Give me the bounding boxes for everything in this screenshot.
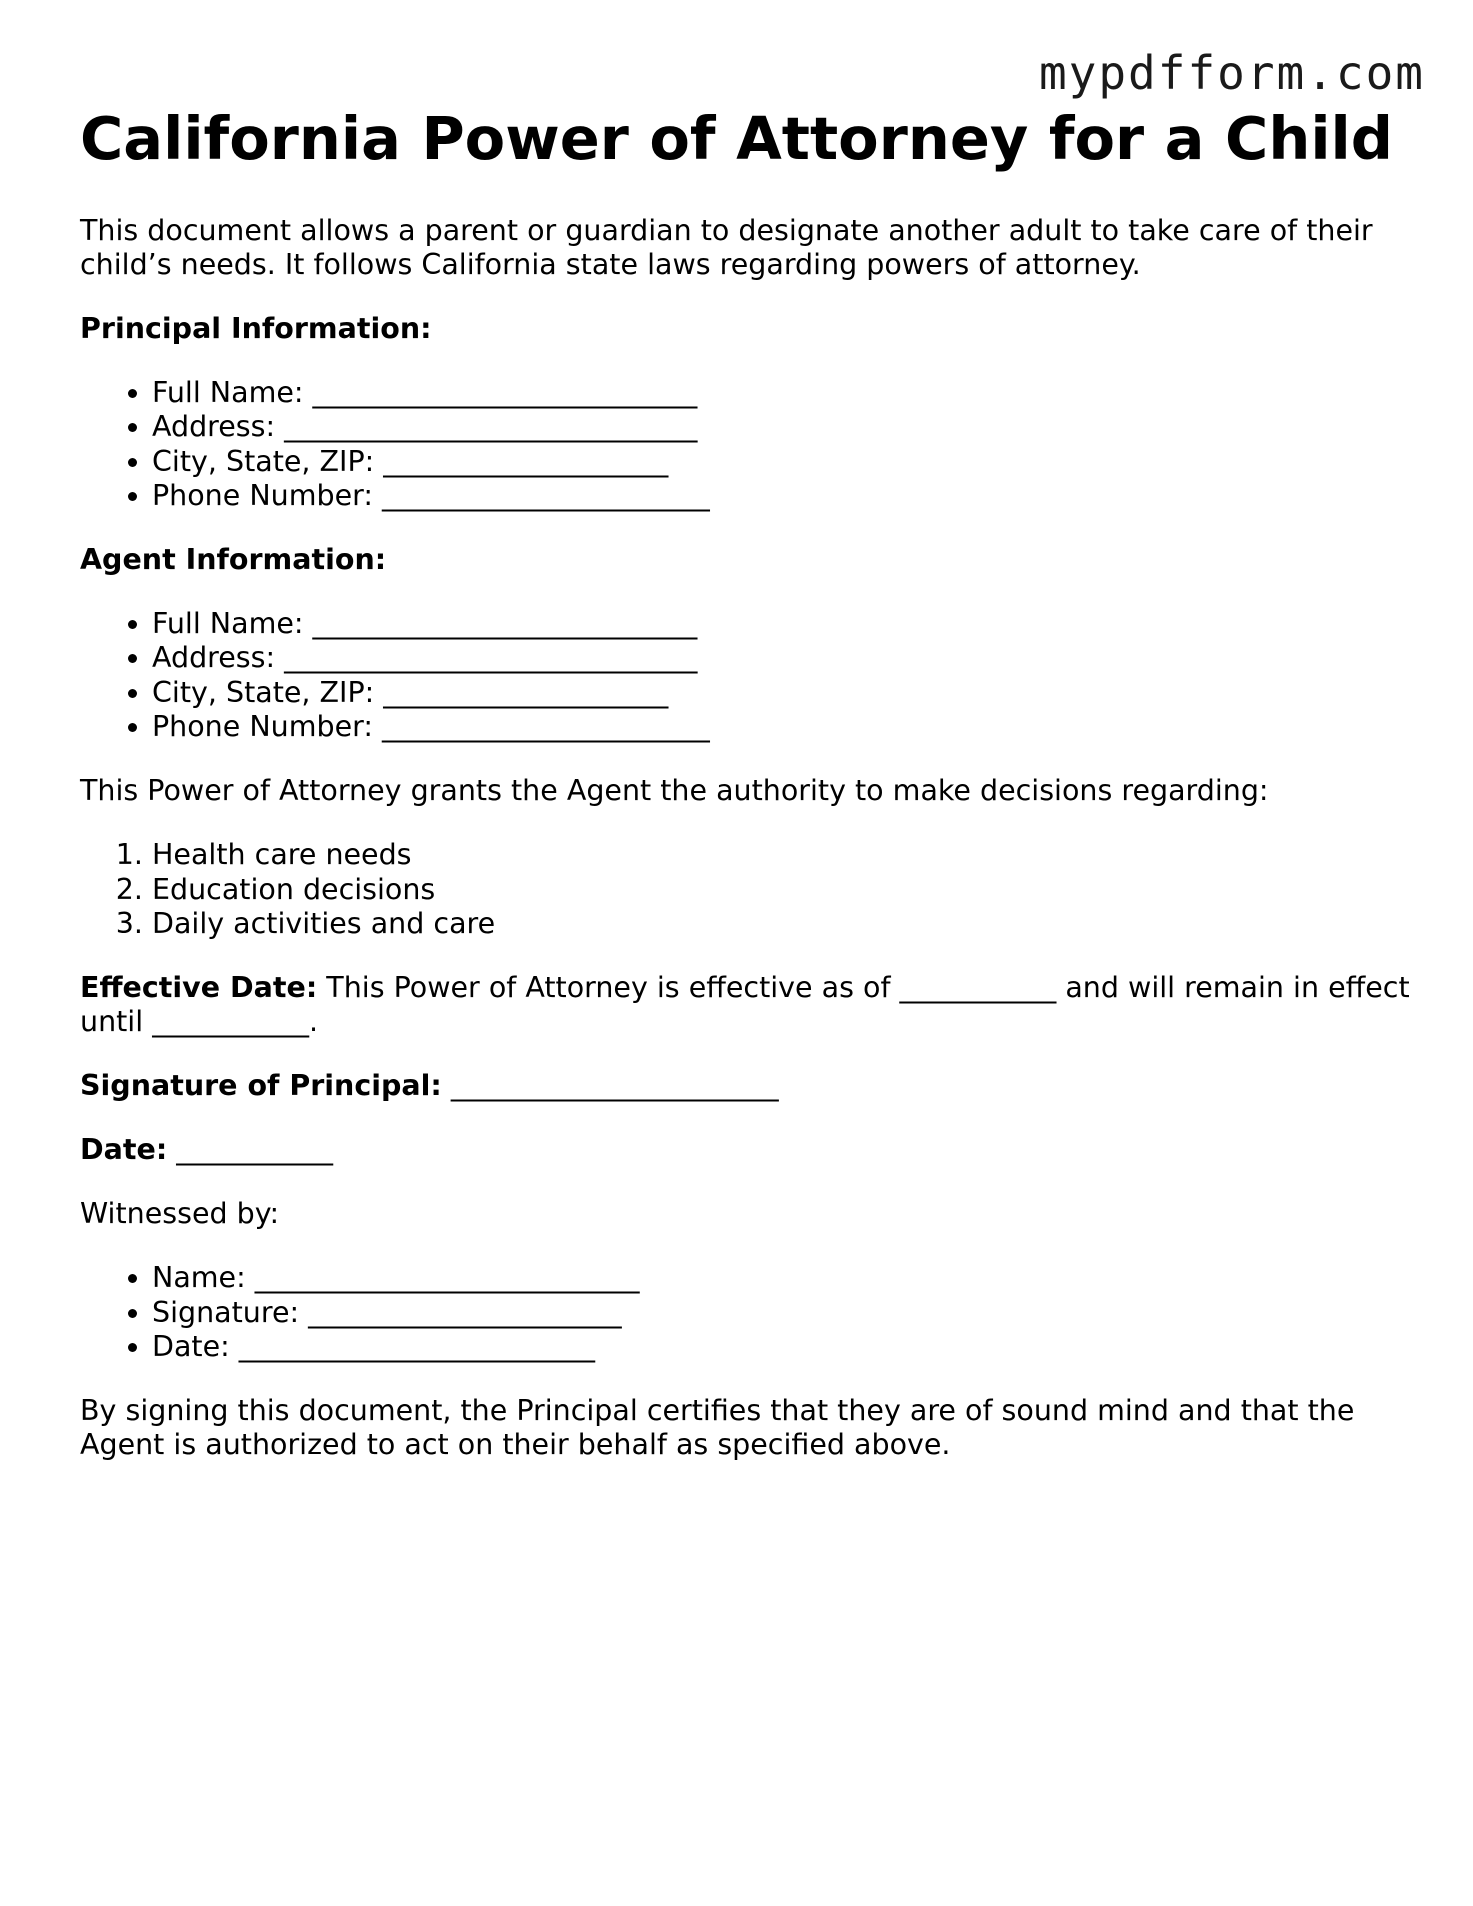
principal-city-state-zip-field[interactable]: • City, State, ZIP: ____________________ — [152, 445, 1410, 479]
effective-date-label: Effective Date: — [80, 971, 318, 1005]
document-title: California Power of Attorney for a Child — [80, 104, 1394, 173]
principal-heading: Principal Information: — [80, 312, 432, 345]
witness-heading: Witnessed by: — [80, 1197, 280, 1231]
witness-fields — [80, 1261, 1410, 1364]
signature-date-blank[interactable]: ___________ — [167, 1133, 334, 1167]
document-body — [80, 104, 1410, 1462]
principal-signature-blank[interactable]: _______________________ — [441, 1069, 779, 1103]
principal-full-name-field[interactable]: • Full Name: ___________________________ — [152, 376, 1410, 410]
effective-date-paragraph — [80, 971, 1410, 1039]
agent-full-name-field[interactable]: • Full Name: ___________________________ — [152, 607, 1410, 641]
effective-date-text[interactable]: This Power of Attorney is effective as of ___________ and will remain in effect until ___________. — [80, 971, 1410, 1039]
intro-paragraph: This document allows a parent or guardian to designate another adult to take care of their child’s needs. It follows California state laws regarding powers of attorney. — [80, 214, 1373, 281]
principal-address-field[interactable]: • Address: _____________________________ — [152, 410, 1410, 444]
agent-address-field[interactable]: • Address: _____________________________ — [152, 641, 1410, 675]
signature-date-label: Date: — [80, 1133, 168, 1167]
agent-phone-field[interactable]: • Phone Number: _______________________ — [152, 710, 1410, 744]
agent-fields — [80, 607, 1410, 744]
agent-city-state-zip-field[interactable]: • City, State, ZIP: ____________________ — [152, 676, 1410, 710]
witness-date-field[interactable]: • Date: _________________________ — [152, 1330, 1410, 1364]
principal-fields — [80, 376, 1410, 513]
witness-name-field[interactable]: • Name: ___________________________ — [152, 1261, 1410, 1295]
agent-heading: Agent Information: — [80, 543, 387, 577]
principal-signature-label: Signature of Principal: — [80, 1069, 442, 1103]
authority-paragraph: This Power of Attorney grants the Agent the authority to make decisions regarding: — [80, 774, 1269, 808]
site-watermark: mypdfform.com — [1038, 46, 1425, 100]
authority-item-daily-care: 3. Daily activities and care — [152, 907, 1410, 941]
authority-item-education: 2. Education decisions — [152, 873, 1410, 907]
principal-phone-field[interactable]: • Phone Number: _______________________ — [152, 479, 1410, 513]
closing-paragraph: By signing this document, the Principal certifies that they are of sound mind and that the Agent is authorized to act on their behalf as specified above. — [80, 1394, 1355, 1462]
signature-date-line — [80, 1133, 1410, 1167]
authority-list — [80, 838, 1410, 941]
witness-signature-field[interactable]: • Signature: ______________________ — [152, 1296, 1410, 1330]
authority-item-health-care: 1. Health care needs — [152, 838, 1410, 872]
principal-signature-line — [80, 1069, 1410, 1103]
